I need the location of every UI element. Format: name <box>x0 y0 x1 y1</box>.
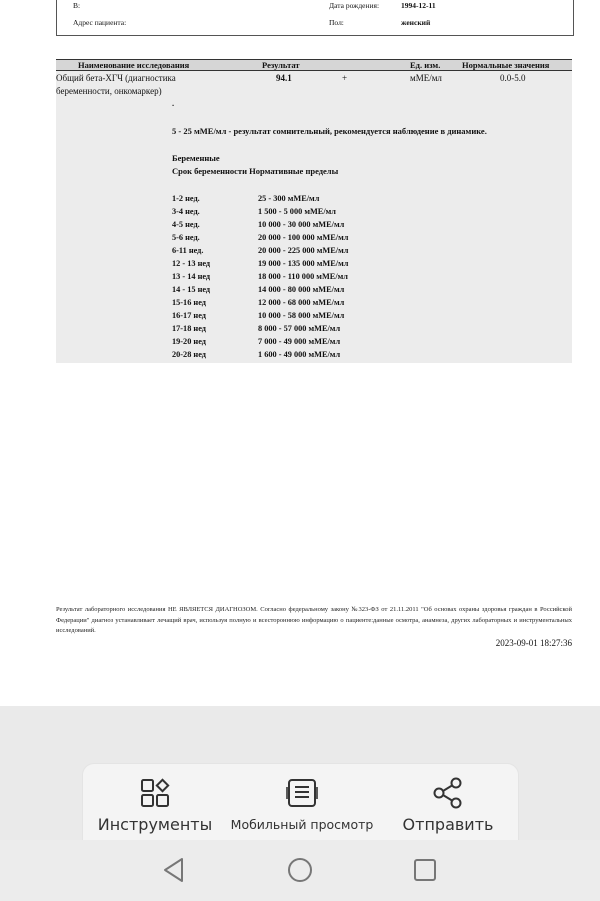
send-button[interactable] <box>383 764 513 841</box>
viewer-toolbar <box>82 763 519 840</box>
header-name: Наименование исследования <box>78 60 190 70</box>
results-table-header <box>56 59 572 71</box>
test-result-value: 94.1 <box>276 73 292 83</box>
v-label: В: <box>73 1 81 10</box>
tools-button[interactable] <box>87 764 223 841</box>
range-9: 12 000 - 68 000 мМЕ/мл <box>258 298 345 307</box>
patient-info-box <box>56 0 574 36</box>
range-8: 14 000 - 80 000 мМЕ/мл <box>258 285 345 294</box>
range-3: 10 000 - 30 000 мМЕ/мл <box>258 220 345 229</box>
term-9: 15-16 нед <box>172 298 206 307</box>
square-recents-icon[interactable] <box>409 854 441 886</box>
range-2: 1 500 - 5 000 мМЕ/мл <box>258 207 336 216</box>
test-name-line2: беременности, онкомаркер) <box>56 86 162 96</box>
legal-disclaimer: Результат лабораторного исследования НЕ ЯВЛЯЕТСЯ ДИАГНОЗОМ. Согласно федеральному закону №323-ФЗ от 21.11.2011 "Об основах охраны здоровья граждан в Российской Федерации" диагноз устанавливает лечащий врач, используя полную и всестороннюю информацию о пациенте:данные осмотра, анамнеза, других лабораторных и инструментальных исследований. <box>56 606 572 634</box>
range-13: 1 600 - 49 000 мМЕ/мл <box>258 350 341 359</box>
share-icon <box>431 776 465 810</box>
pregnancy-norms-header: Срок беременности Нормативные пределы <box>172 166 339 176</box>
test-name-line1: Общий бета-ХГЧ (диагностика <box>56 73 176 83</box>
term-12: 19-20 нед <box>172 337 206 346</box>
patient-address-label: Адрес пациента: <box>73 18 127 27</box>
range-5: 20 000 - 225 000 мМЕ/мл <box>258 246 349 255</box>
range-11: 8 000 - 57 000 мМЕ/мл <box>258 324 341 333</box>
document-lines-icon <box>285 776 319 810</box>
dob-label: Дата рождения: <box>329 1 380 10</box>
mobile-view-label: Мобильный просмотр <box>230 817 374 832</box>
term-5: 6-11 нед. <box>172 246 204 255</box>
range-12: 7 000 - 49 000 мМЕ/мл <box>258 337 341 346</box>
mobile-view-button[interactable] <box>227 764 377 841</box>
circle-home-icon[interactable] <box>284 854 316 886</box>
range-1: 25 - 300 мМЕ/мл <box>258 194 320 203</box>
range-6: 19 000 - 135 000 мМЕ/мл <box>258 259 349 268</box>
term-8: 14 - 15 нед <box>172 285 211 294</box>
term-7: 13 - 14 нед <box>172 272 211 281</box>
system-navigation-bar <box>0 840 600 901</box>
range-4: 20 000 - 100 000 мМЕ/мл <box>258 233 349 242</box>
test-unit: мМЕ/мл <box>410 73 442 83</box>
tools-label: Инструменты <box>97 815 213 834</box>
header-unit: Ед. изм. <box>410 60 441 70</box>
term-3: 4-5 нед. <box>172 220 200 229</box>
results-table <box>56 59 572 363</box>
dob-value: 1994-12-11 <box>401 1 436 10</box>
header-norm: Нормальные значения <box>462 60 550 70</box>
comment-dot: . <box>172 98 175 108</box>
range-7: 18 000 - 110 000 мМЕ/мл <box>258 272 348 281</box>
pregnant-title: Беременные <box>172 153 220 163</box>
sex-label: Пол: <box>329 18 344 27</box>
term-10: 16-17 нед <box>172 311 206 320</box>
triangle-back-icon[interactable] <box>158 854 190 886</box>
term-11: 17-18 нед <box>172 324 206 333</box>
range-10: 10 000 - 58 000 мМЕ/мл <box>258 311 345 320</box>
term-1: 1-2 нед. <box>172 194 200 203</box>
doubtful-result-note: 5 - 25 мМЕ/мл - результат сомнительный, рекомендуется наблюдение в динамике. <box>172 126 487 136</box>
term-2: 3-4 нед. <box>172 207 200 216</box>
result-flag: + <box>342 73 348 83</box>
report-timestamp: 2023-09-01 18:27:36 <box>495 638 572 648</box>
term-13: 20-28 нед <box>172 350 206 359</box>
sex-value: женский <box>401 18 431 27</box>
term-4: 5-6 нед. <box>172 233 200 242</box>
term-6: 12 - 13 нед <box>172 259 211 268</box>
header-result: Результат <box>262 60 300 70</box>
send-label: Отправить <box>402 815 494 834</box>
test-norm: 0.0-5.0 <box>500 73 526 83</box>
grid-shapes-icon <box>138 776 172 810</box>
